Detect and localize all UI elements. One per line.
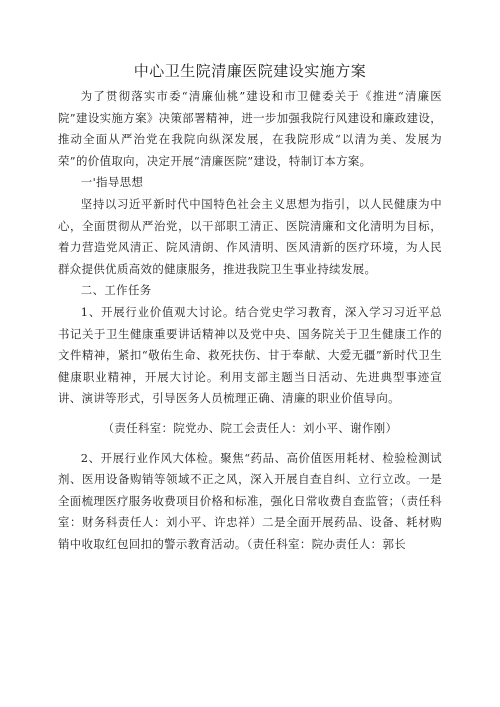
task-2-paragraph: 2、开展行业作风大体检。聚焦“药品、高价值医用耗材、检验检测试剂、医用设备购销等领域不正之风，深入开展自查自纠、立行立改。一是全面梳理医疗服务收费项目价格和标准，强化日常收费自查监管；（责任科室：财务科责任人：刘小平、许忠祥）二是全面开展药品、设备、耗材购销中收取红包回扣的警示教育活动。（责任科室：院办责任人：郭长 [58,450,442,551]
guiding-ideology-paragraph: 坚持以习近平新时代中国特色社会主义思想为指引，以人民健康为中心，全面贯彻从严治党，以干部职工清正、医院清廉和文化清明为目标，着力营造党风清正、院风清朗、作风清明、医风清新的医疗环境，为人民群众提供优质高效的健康服务，推进我院卫生事业持续发展。 [58,196,442,276]
section-heading-work-tasks: 二、工作任务 [80,283,152,298]
section-heading-guiding-ideology: 一'指导思想 [80,175,144,190]
page-title: 中心卫生院清廉医院建设实施方案 [133,62,367,80]
intro-paragraph: 为了贯彻落实市委“清廉仙桃”建设和市卫健委关于《推进“清廉医院”建设实施方案》决策部署精神，进一步加强我院行风建设和廉政建设，推动全面从严治党在我院向纵深发展，在我院形成“以清为美、发展为荣”的价值取向，决定开展“清廉医院”建设，特制订本方案。 [58,89,442,168]
task-1-paragraph: 1、开展行业价值观大讨论。结合党史学习教育，深入学习习近平总书记关于卫生健康重要讲话精神以及党中央、国务院关于卫生健康工作的文件精神，紧扣“敬佑生命、救死扶伤、甘于奉献、大爱无疆”新时代卫生健康职业精神，开展大讨论。利用支部主题当日活动、先进典型事迹宣讲、演讲等形式，引导医务人员梳理正确、清廉的职业价值导向。 [58,304,442,406]
task-1-responsibility: （责任科室：院党办、院工会责任人：刘小平、谢作刚） [102,420,398,435]
document-body [58,86,442,555]
